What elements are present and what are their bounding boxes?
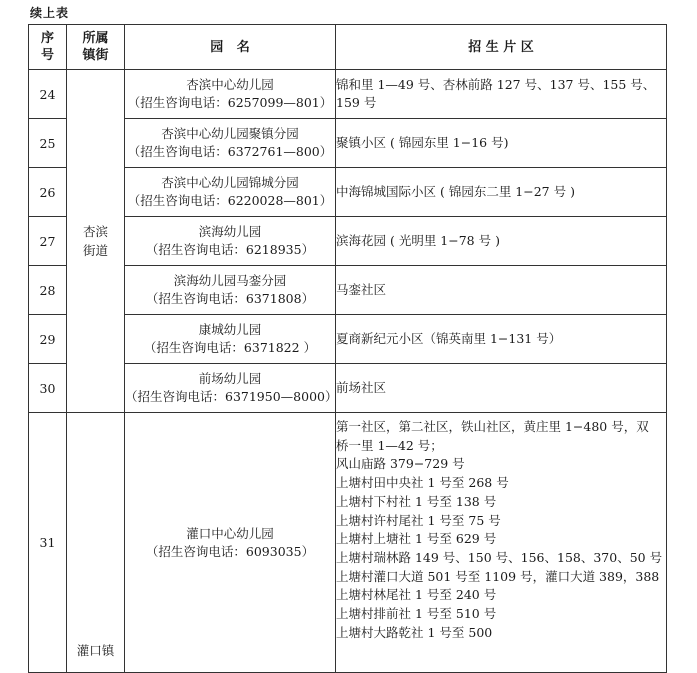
header-area: 招 生 片 区 (336, 25, 667, 70)
kindergarten-phone: （招生咨询电话：6220028—801） (127, 193, 333, 208)
table-row (29, 119, 667, 168)
kindergarten-cell (125, 217, 336, 266)
kindergarten-phone: （招生咨询电话：6218935） (145, 242, 315, 257)
kindergarten-name: 康城幼儿园 (198, 322, 262, 337)
kindergarten-phone: （招生咨询电话：6372761—800） (127, 144, 333, 159)
table-caption: 续上表 (30, 6, 70, 20)
header-num: 序 号 (29, 25, 67, 70)
kindergarten-cell (125, 70, 336, 119)
header-row (29, 25, 667, 70)
row-num: 31 (29, 413, 67, 673)
kindergarten-name: 前场幼儿园 (198, 371, 262, 386)
area-cell: 聚镇小区 ( 锦园东里 1−16 号) (336, 119, 667, 168)
town-xingbin: 杏滨 街道 (67, 70, 125, 413)
row-num: 24 (29, 70, 67, 119)
kindergarten-phone: （招生咨询电话：6371950—8000） (125, 389, 338, 404)
area-cell: 中海锦城国际小区 ( 锦园东二里 1−27 号 ) (336, 168, 667, 217)
row-num: 27 (29, 217, 67, 266)
kindergarten-cell (125, 266, 336, 315)
kindergarten-cell (125, 119, 336, 168)
kindergarten-phone: （招生咨询电话：6371822 ） (143, 340, 317, 355)
enrollment-table (28, 24, 667, 673)
kindergarten-cell (125, 413, 336, 673)
kindergarten-name: 杏滨中心幼儿园聚镇分园 (161, 126, 299, 141)
table-row (29, 266, 667, 315)
kindergarten-phone: （招生咨询电话：6093035） (145, 543, 315, 559)
area-cell: 马銮社区 (336, 266, 667, 315)
area-cell: 前场社区 (336, 364, 667, 413)
header-kindergarten: 园 名 (125, 25, 336, 70)
kindergarten-cell (125, 315, 336, 364)
table-row (29, 168, 667, 217)
row-num: 26 (29, 168, 67, 217)
area-cell: 第一社区，第二社区，铁山社区，黄庄里 1−480 号，双 桥一里 1—42 号； 风山庙路 379−729 号 上塘村田中央社 1 号至 268 号 上塘村下村社 1 号至 138 号 上塘村许村尾社 1 号至 75 号 上塘村上塘社 1 号至 629 号 上塘村瑞林路 149 号、150 号、156、158、370、50 号 上塘村灌口大道 501 号至 1109 号，灌口大道 389，388 上塘村林尾社 1 号至 240 号 上塘村排前社 1 号至 510 号 上塘村大路乾社 1 号至 500 (336, 413, 667, 673)
kindergarten-phone: （招生咨询电话：6371808） (145, 291, 315, 306)
kindergarten-name: 滨海幼儿园马銮分园 (173, 273, 287, 288)
kindergarten-cell (125, 364, 336, 413)
area-cell: 夏商新纪元小区（锦英南里 1−131 号） (336, 315, 667, 364)
header-town: 所属 镇街 (67, 25, 125, 70)
row-num: 28 (29, 266, 67, 315)
area-cell: 锦和里 1—49 号、杏林前路 127 号、137 号、155 号、 159 号 (336, 70, 667, 119)
kindergarten-name: 灌口中心幼儿园 (186, 525, 274, 541)
table-row (29, 364, 667, 413)
row-num: 29 (29, 315, 67, 364)
area-cell: 滨海花园 ( 光明里 1−78 号 ) (336, 217, 667, 266)
kindergarten-name: 杏滨中心幼儿园锦城分园 (161, 175, 299, 190)
kindergarten-cell (125, 168, 336, 217)
table-row (29, 315, 667, 364)
kindergarten-name: 滨海幼儿园 (198, 224, 262, 239)
table-row (29, 413, 667, 673)
row-num: 30 (29, 364, 67, 413)
kindergarten-name: 杏滨中心幼儿园 (186, 77, 274, 92)
row-num: 25 (29, 119, 67, 168)
table-row (29, 70, 667, 119)
kindergarten-phone: （招生咨询电话：6257099—801） (127, 95, 333, 110)
town-guankou: 灌口镇 (67, 413, 125, 673)
table-row (29, 217, 667, 266)
